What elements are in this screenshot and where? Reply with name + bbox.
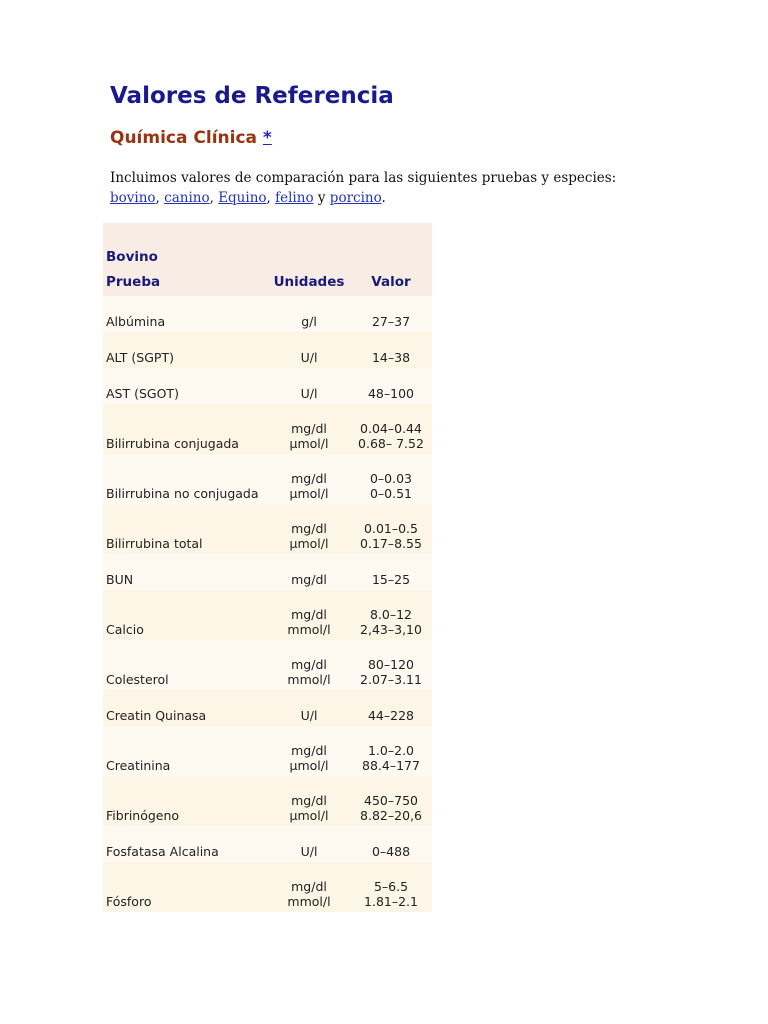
value-line: 0–488 [371, 844, 411, 859]
cell-units [268, 708, 350, 723]
cell-test: Fosfatasa Alcalina [106, 844, 219, 859]
table-row [103, 776, 432, 826]
value-line: 8.0–12 [369, 607, 413, 622]
unit-line: µmol/l [289, 536, 329, 551]
cell-units [268, 471, 350, 501]
cell-units [268, 421, 350, 451]
cell-test: Calcio [106, 622, 144, 637]
value-line: 88.4–177 [362, 758, 420, 773]
table-row [103, 554, 432, 590]
unit-line: µmol/l [289, 486, 329, 501]
header-units: Unidades [273, 274, 345, 290]
cell-test: Fibrinógeno [106, 808, 180, 823]
cell-value [350, 572, 432, 587]
unit-line: µmol/l [289, 758, 329, 773]
species-link-bovino[interactable]: bovino [110, 190, 156, 206]
header-value: Valor [371, 274, 411, 290]
cell-test: ALT (SGPT) [106, 350, 174, 365]
cell-value [350, 844, 432, 859]
page-title: Valores de Referencia [110, 83, 394, 109]
unit-line: µmol/l [289, 808, 329, 823]
cell-value [350, 471, 432, 501]
cell-units [268, 879, 350, 909]
cell-units [268, 657, 350, 687]
header-test: Prueba [106, 274, 161, 290]
unit-line: mg/dl [291, 657, 327, 672]
table-row [103, 826, 432, 862]
unit-line: mg/dl [291, 521, 327, 536]
unit-line: µmol/l [289, 436, 329, 451]
cell-test: Creatinina [106, 758, 171, 773]
unit-line: g/l [301, 314, 317, 329]
table-row [103, 454, 432, 504]
cell-units [268, 386, 350, 401]
value-line: 0–0.51 [369, 486, 413, 501]
species-link-equino[interactable]: Equino [218, 190, 267, 206]
species-link-porcino[interactable]: porcino [329, 190, 382, 206]
cell-value [350, 386, 432, 401]
intro-text: Incluimos valores de comparación para las siguientes pruebas y especies: [110, 170, 617, 186]
cell-test: Bilirrubina conjugada [106, 436, 239, 451]
cell-value [350, 743, 432, 773]
value-line: 80–120 [367, 657, 414, 672]
cell-test: AST (SGOT) [106, 386, 179, 401]
unit-line: U/l [300, 708, 318, 723]
section-title-text: Química Clínica [110, 128, 257, 148]
table-row [103, 404, 432, 454]
unit-line: mmol/l [287, 672, 331, 687]
unit-line: mg/dl [291, 421, 327, 436]
value-line: 0–0.03 [369, 471, 413, 486]
reference-table [103, 223, 432, 912]
cell-value [350, 350, 432, 365]
cell-value [350, 314, 432, 329]
cell-units [268, 743, 350, 773]
unit-line: U/l [300, 350, 318, 365]
value-line: 27–37 [371, 314, 411, 329]
table-row [103, 640, 432, 690]
cell-value [350, 657, 432, 687]
cell-units [268, 607, 350, 637]
table-header-row [103, 274, 432, 296]
cell-test: Bilirrubina total [106, 536, 203, 551]
intro-separator: , [155, 190, 165, 206]
value-line: 1.81–2.1 [364, 894, 418, 909]
table-body [103, 296, 432, 912]
value-line: 15–25 [371, 572, 411, 587]
cell-units [268, 793, 350, 823]
cell-units [268, 844, 350, 859]
cell-value [350, 607, 432, 637]
unit-line: mg/dl [291, 879, 327, 894]
value-line: 2,43–3,10 [360, 622, 422, 637]
value-line: 44–228 [367, 708, 414, 723]
unit-line: mg/dl [291, 743, 327, 758]
value-line: 2.07–3.11 [360, 672, 422, 687]
cell-test: Bilirrubina no conjugada [106, 486, 259, 501]
table-row [103, 332, 432, 368]
unit-line: mg/dl [291, 793, 327, 808]
table-row [103, 504, 432, 554]
cell-units [268, 314, 350, 329]
cell-test: BUN [106, 572, 134, 587]
unit-line: mg/dl [291, 471, 327, 486]
value-line: 5–6.5 [373, 879, 409, 894]
value-line: 14–38 [371, 350, 411, 365]
table-row [103, 862, 432, 912]
unit-line: mmol/l [287, 622, 331, 637]
cell-value [350, 708, 432, 723]
value-line: 1.0–2.0 [367, 743, 414, 758]
value-line: 0.04–0.44 [360, 421, 422, 436]
cell-value [350, 521, 432, 551]
unit-line: mmol/l [287, 894, 331, 909]
value-line: 0.17–8.55 [360, 536, 422, 551]
value-line: 0.01–0.5 [364, 521, 418, 536]
intro-separator: , [266, 190, 276, 206]
cell-units [268, 521, 350, 551]
intro-paragraph [110, 168, 650, 208]
cell-test: Creatin Quinasa [106, 708, 207, 723]
intro-end: . [381, 190, 386, 206]
cell-value [350, 793, 432, 823]
unit-line: U/l [300, 844, 318, 859]
species-link-canino[interactable]: canino [164, 190, 210, 206]
cell-test: Fósforo [106, 894, 152, 909]
cell-test: Colesterol [106, 672, 169, 687]
footnote-link[interactable]: * [262, 128, 272, 148]
table-row [103, 368, 432, 404]
value-line: 48–100 [367, 386, 414, 401]
section-title [110, 128, 272, 148]
value-line: 0.68– 7.52 [358, 436, 424, 451]
cell-value [350, 879, 432, 909]
unit-line: U/l [300, 386, 318, 401]
value-line: 450–750 [364, 793, 418, 808]
cell-value [350, 421, 432, 451]
unit-line: mg/dl [291, 572, 327, 587]
species-link-felino[interactable]: felino [275, 190, 314, 206]
cell-units [268, 350, 350, 365]
table-caption: Bovino [103, 223, 432, 274]
cell-test: Albúmina [106, 314, 166, 329]
table-row [103, 590, 432, 640]
unit-line: mg/dl [291, 607, 327, 622]
value-line: 8.82–20,6 [360, 808, 422, 823]
intro-separator: , [209, 190, 219, 206]
table-row [103, 726, 432, 776]
table-row [103, 296, 432, 332]
intro-separator: y [313, 190, 330, 206]
table-row [103, 690, 432, 726]
cell-units [268, 572, 350, 587]
